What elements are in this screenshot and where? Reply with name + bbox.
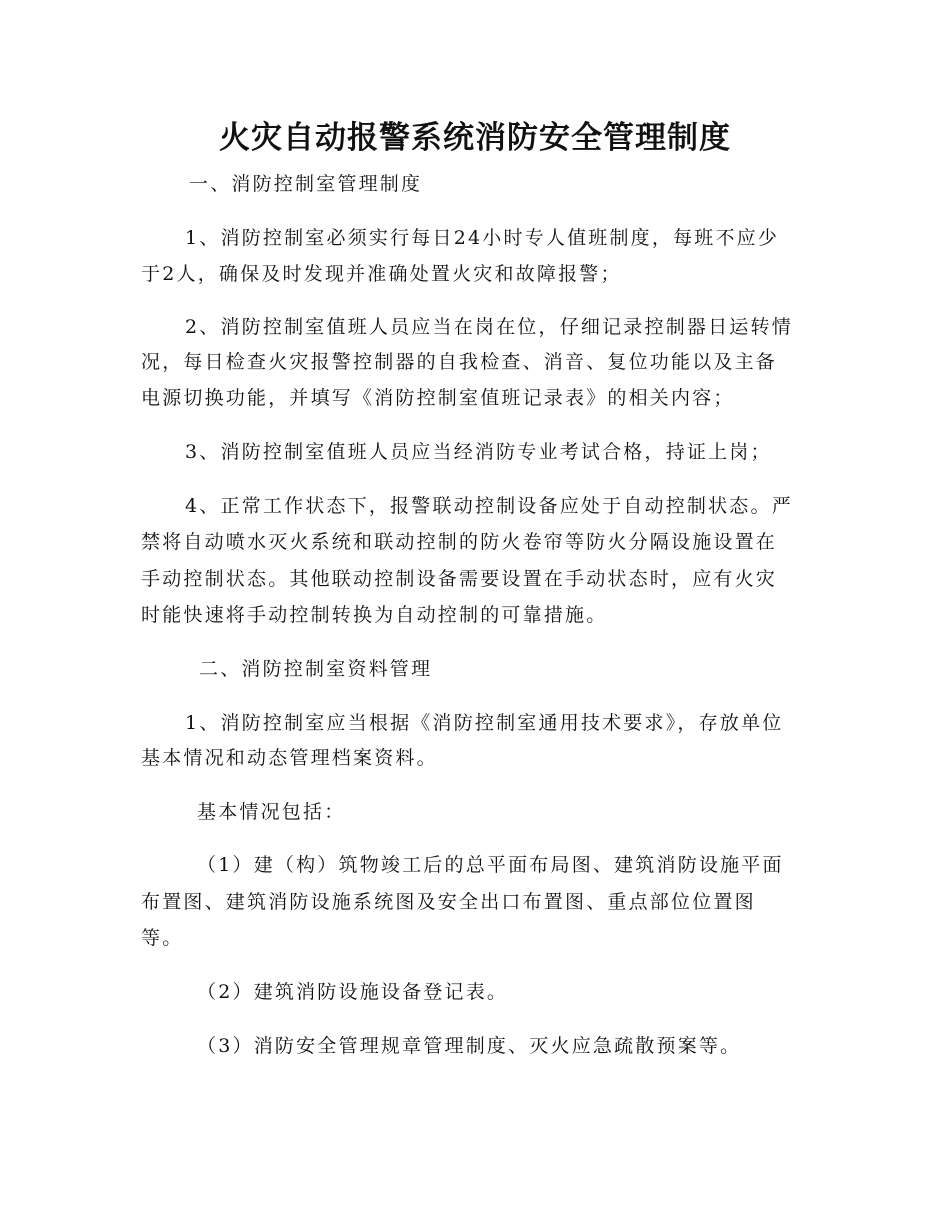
paragraph-line: 2、消防控制室值班人员应当在岗在位，仔细记录控制器日运转情 bbox=[185, 316, 793, 338]
paragraph-line: 等。 bbox=[141, 927, 184, 949]
paragraph-line: 1、消防控制室应当根据《消防控制室通用技术要求》，存放单位 bbox=[185, 712, 784, 734]
paragraph-line: 1、消防控制室必须实行每日24小时专人值班制度，每班不应少 bbox=[185, 227, 780, 249]
paragraph-line: 基本情况和动态管理档案资料。 bbox=[141, 747, 438, 769]
section-heading: 一、消防控制室管理制度 bbox=[189, 173, 423, 195]
paragraph-line: （2）建筑消防设施设备登记表。 bbox=[197, 981, 509, 1003]
paragraph-line: 时能快速将手动控制转换为自动控制的可靠措施。 bbox=[141, 604, 608, 626]
paragraph-line: 布置图、建筑消防设施系统图及安全出口布置图、重点部位位置图 bbox=[141, 891, 756, 913]
paragraph-line: 3、消防控制室值班人员应当经消防专业考试合格，持证上岗； bbox=[185, 441, 772, 463]
paragraph-line: 禁将自动喷水灭火系统和联动控制的防火卷帘等防火分隔设施设置在 bbox=[141, 531, 778, 553]
paragraph-line: 电源切换功能，并填写《消防控制室值班记录表》的相关内容； bbox=[141, 387, 735, 409]
document-title: 火灾自动报警系统消防安全管理制度 bbox=[219, 120, 731, 156]
paragraph-line: 基本情况包括： bbox=[197, 801, 346, 823]
section-heading: 二、消防控制室资料管理 bbox=[199, 658, 433, 680]
paragraph-line: （1）建（构）筑物竣工后的总平面布局图、建筑消防设施平面 bbox=[197, 854, 784, 876]
paragraph-line: （3）消防安全管理规章管理制度、灭火应急疏散预案等。 bbox=[197, 1035, 742, 1057]
paragraph-line: 况，每日检查火灾报警控制器的自我检查、消音、复位功能以及主备 bbox=[141, 351, 778, 373]
paragraph-line: 4、正常工作状态下，报警联动控制设备应处于自动控制状态。严 bbox=[185, 495, 793, 517]
paragraph-line: 于2人，确保及时发现并准确处置火灾和故障报警； bbox=[141, 263, 622, 285]
paragraph-line: 手动控制状态。其他联动控制设备需要设置在手动状态时，应有火灾 bbox=[141, 568, 778, 590]
